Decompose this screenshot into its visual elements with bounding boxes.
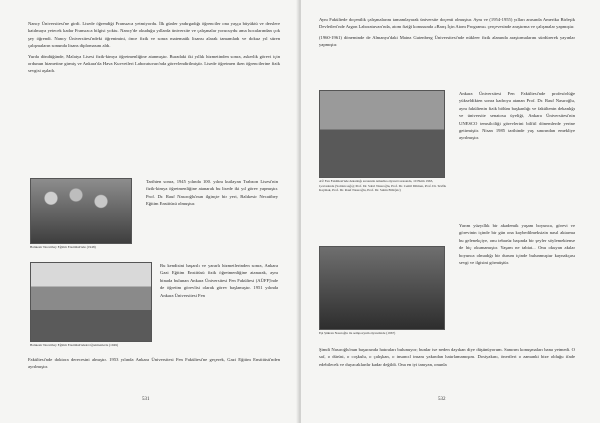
- right-caption-1: AÜ Fen Fakültesi'nde dekanlığı sırasında Amerika ziyareti sırasında, 10 Ekim 1963, Çevresinde (Soldan sağa); Prof. Dr. Sabri Nasıroğlu, Prof. Dr. Cemil Dilmen, Prof. Dr. Tevfik Kaymak, Prof. Dr. Rauf Nasıroğlu, Prof. Dr. Sahin Bilir(sic): [319, 179, 447, 193]
- right-paragraph-5: Şimdi Nasıroğlu'nun başucunda hatıraları bulunuyor; bunlar ise neden dayıkan diye düşünüyorum. Sanırım konuşmaları bana yetmedi. O saf, o dürüst, o coşkulu, o çalışkan, o insancıl insanı yakından hatırlamamışım. Dostyakını, önerileri o zamanki bize olduğu ifade edebilecek ve duyacaklardır kadar değildi. Ona en iyi tanıyan, onunla: [319, 347, 575, 367]
- left-caption-1: Balıkesir Necatibey Eğitim Enstitüsü'nde (1948): [30, 245, 96, 249]
- right-text-lower: [459, 222, 575, 266]
- right-caption-2: Eşi Şükran Nasıroğlu ile sempozyum ziyaretinde (1967): [319, 331, 396, 335]
- banquet-photo-1967: [319, 246, 445, 330]
- left-paragraph-3: Tarihten sonra, 1945 yılında 100. yılını kutlayan Trabzon Lisesi'nin fizik-kimya öğretmenliğine atanarak bu lisede iki yıl görev yapmıştır. Prof. Dr. Rauf Nasıroğlu'nun ilginçte bir yeri, Balıkesir Necatibey Eğitim Enstitüsü olmuştur.: [146, 179, 278, 207]
- left-paragraph-1: Nancy Üniversitesi'ne girdi. Lisede öğrendiği Fransızca yetmiyordu. İlk günler yadırgadığı öğrenciler ona yaşça büyüktü ve derslere katılmaya yetecek kadar Fransızca bilgisi yoktu. Nancy'de okuduğu yıllarda üniversite ve çalışmalar yorucuydu ama hocalarından çok şey öğrendi. Nancy Üniversitesi'ndeki öğrenimini, önce fizik ve sonra matematik lisansı alarak tamamladı ve dokuz yıl süren çalışmaların sonunda lisans diplomasını aldı.: [28, 21, 280, 49]
- left-paragraph-2: Yurda döndüğünde, Malatya Lisesi fizik-kimya öğretmenliğine atanmıştır. Buradaki iki yıllık hizmetinden sonra, askerlik görevi için ordunun hizmetine girmiş ve Ankara'da Hava Kuvvetleri Laboratuvarı'nda görevlendirilmiştir. Lisede öğretmen iken öğrencilerine fizik sevgisi aşıladı.: [28, 53, 280, 74]
- right-paragraph-4: Yarım yüzyıllık bir akademik yaşam boyunca, görevi ve görevinin içinde bir gün ona kaybedilmeksizin nasıl aktarma bu gelenekçiye, onu tebarüz başında bir şeyler söylemektense de hiç okumamıştır. Yaşam ne tabiat... Onu okuyan akılar boyunca olmadığı bir durum içinde bulunmuştur kaynakçası sevgi ve ilgisini görmüştür.: [459, 223, 575, 266]
- left-text-middle: [146, 178, 278, 208]
- right-page-number: 532: [438, 397, 446, 402]
- faculty-group-photo: [319, 90, 445, 178]
- left-text-top: [28, 20, 280, 75]
- right-page: [301, 0, 600, 423]
- right-text-middle: [459, 90, 575, 142]
- left-text-bottom: [28, 356, 280, 371]
- left-caption-2: Balıkesir Necatibey Eğitim Enstitüsü'ndeki öğretmenlerle (1949): [30, 343, 119, 347]
- left-paragraph-4: Bu kendisini başarılı ve yararlı hizmetlerinden sonra, Ankara Gazi Eğitim Enstitüsü fizik öğretmenliğine atanarak, aynı binada bulunan Ankara Üniversitesi Fen Fakültesi (AÜFF)'nde de öğretim görevlisi olarak görev başlamıştır. 1951 yılında Ankara Üniversitesi Fen: [160, 263, 278, 298]
- right-text-bottom: [319, 346, 575, 368]
- group-photo-1948: [30, 178, 132, 244]
- left-page: [0, 0, 299, 423]
- left-text-lower: [160, 262, 278, 299]
- right-paragraph-1: Aynı Fakültede doçentlik çalışmalarını tamamlayarak üniversite doçenti olmuştur. Aynı ve (1954-1955) yılları arasında Amerika Birleşik Devletleri'nde Argon Laboratuvarı'nda, atom fiziği konusunda «Barış İçin Atom Programı» çerçevesinde araştırma ve çalışmalar yapmıştır.: [319, 17, 575, 30]
- right-paragraph-3: Ankara Üniversitesi Fen Fakültesi'nde profesörlüğe yükseldikten sonra kadroya atanan Prof. Dr. Rauf Nasıroğlu, aynı fakültenin fizik bölüm başkanlığı ve fakültenin dekanlığı ve üniversite senatosu üyeliği, Ankara Üniversitesi'nin UNESCO temsilciliği görevlerini bilfiil dönemlerde yerine getirmiştir. Nisan 1985 tarihinde yaş sınırından emekliye ayrılmıştır.: [459, 91, 575, 141]
- left-page-number: 531: [142, 397, 150, 402]
- street-photo-1949: [30, 262, 152, 342]
- left-paragraph-5: Fakültesi'nde doktora derecesini almıştır. 1953 yılında Ankara Üniversitesi Fen Fakültesi'ne geçerek, Gazi Eğitim Enstitüsü'nden ayrılmıştır.: [28, 357, 280, 370]
- right-text-top: [319, 16, 575, 49]
- right-paragraph-2: (1960-1961) döneminde de Almanya'daki Mainz Gutenberg Üniversitesi'nde nükleer fizik alanında araştırmalarını sürdürerek yayınlar yapmıştır.: [319, 34, 575, 48]
